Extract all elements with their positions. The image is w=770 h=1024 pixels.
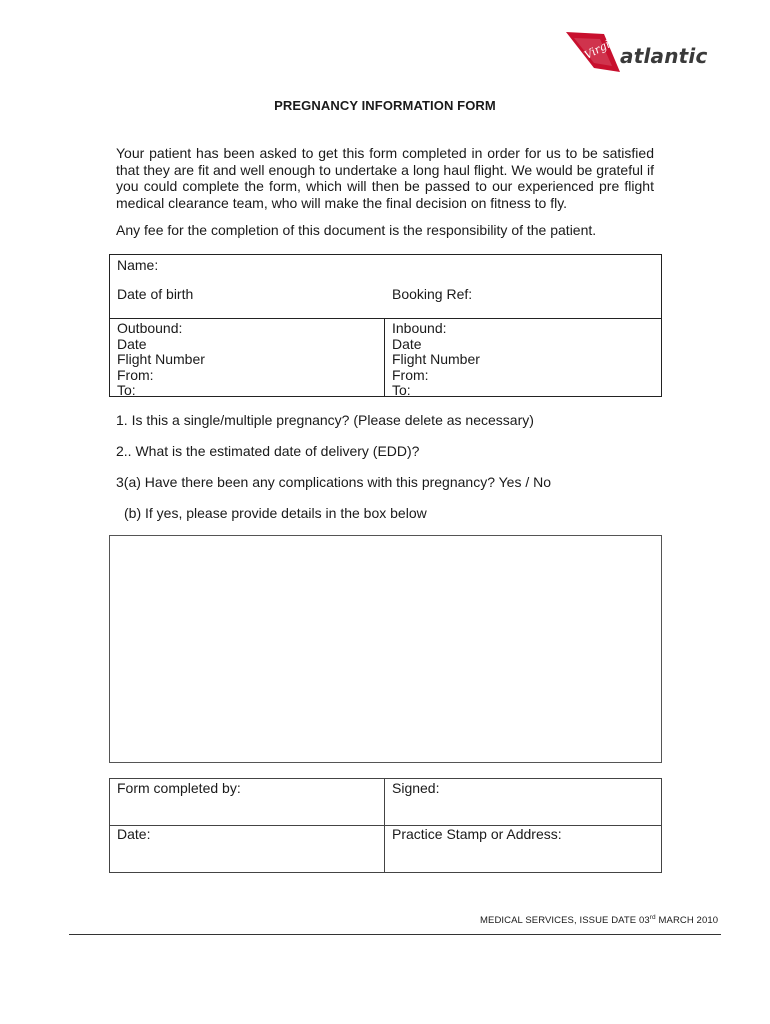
brand-wordmark: atlantic [620,44,708,68]
date-label: Date: [117,826,151,842]
page-title: PREGNANCY INFORMATION FORM [274,98,496,113]
booking-ref-label: Booking Ref: [392,286,473,302]
footer-suffix: MARCH 2010 [655,915,719,926]
signed-label: Signed: [392,780,440,796]
inbound-flight-number: Flight Number [392,351,480,367]
outbound-to: To: [117,382,136,398]
inbound-from: From: [392,366,429,383]
name-label: Name: [117,257,159,273]
footer-rule [69,934,721,935]
inbound-to: To: [392,382,411,398]
brand-script: Virgin [582,34,619,62]
patient-row [110,255,661,319]
question-2: 2.. What is the estimated date of delivery (EDD)? [116,443,420,459]
question-3a: 3(a) Have there been any complications with this pregnancy? Yes / No [116,474,552,490]
column-divider [384,318,385,396]
row-divider [110,825,661,826]
inbound-column [392,321,480,399]
footer-prefix: MEDICAL SERVICES, ISSUE DATE 03 [480,915,650,926]
question-1: 1. Is this a single/multiple pregnancy? (Please delete as necessary) [116,412,534,428]
outbound-date: Date [117,335,147,352]
outbound-flight-number: Flight Number [117,351,205,367]
form-completed-by-label: Form completed by: [117,780,241,796]
dob-label: Date of birth [117,286,194,302]
practice-stamp-label: Practice Stamp or Address: [392,826,562,842]
question-3b: (b) If yes, please provide details in the box below [124,505,427,521]
fee-note: Any fee for the completion of this document is the responsibility of the patient. [116,222,597,238]
column-divider [384,779,385,872]
signoff-table [109,778,662,873]
footer-ordinal: rd [649,914,656,921]
inbound-date: Date [392,335,422,352]
outbound-column [117,321,205,399]
outbound-from: From: [117,366,154,383]
patient-details-table [109,254,662,397]
outbound-heading: Outbound: [117,320,183,336]
inbound-heading: Inbound: [392,320,447,336]
intro-paragraph: Your patient has been asked to get this form completed in order for us to be satisfied that they are fit and well enough to undertake a long haul flight. We would be grateful if you could complete the form, which will then be passed to our experienced pre flight medical clearance team, who will make the final decision on fitness to fly. [116,145,654,211]
complications-details-box[interactable] [109,535,662,763]
footer-issue-date [480,915,718,926]
